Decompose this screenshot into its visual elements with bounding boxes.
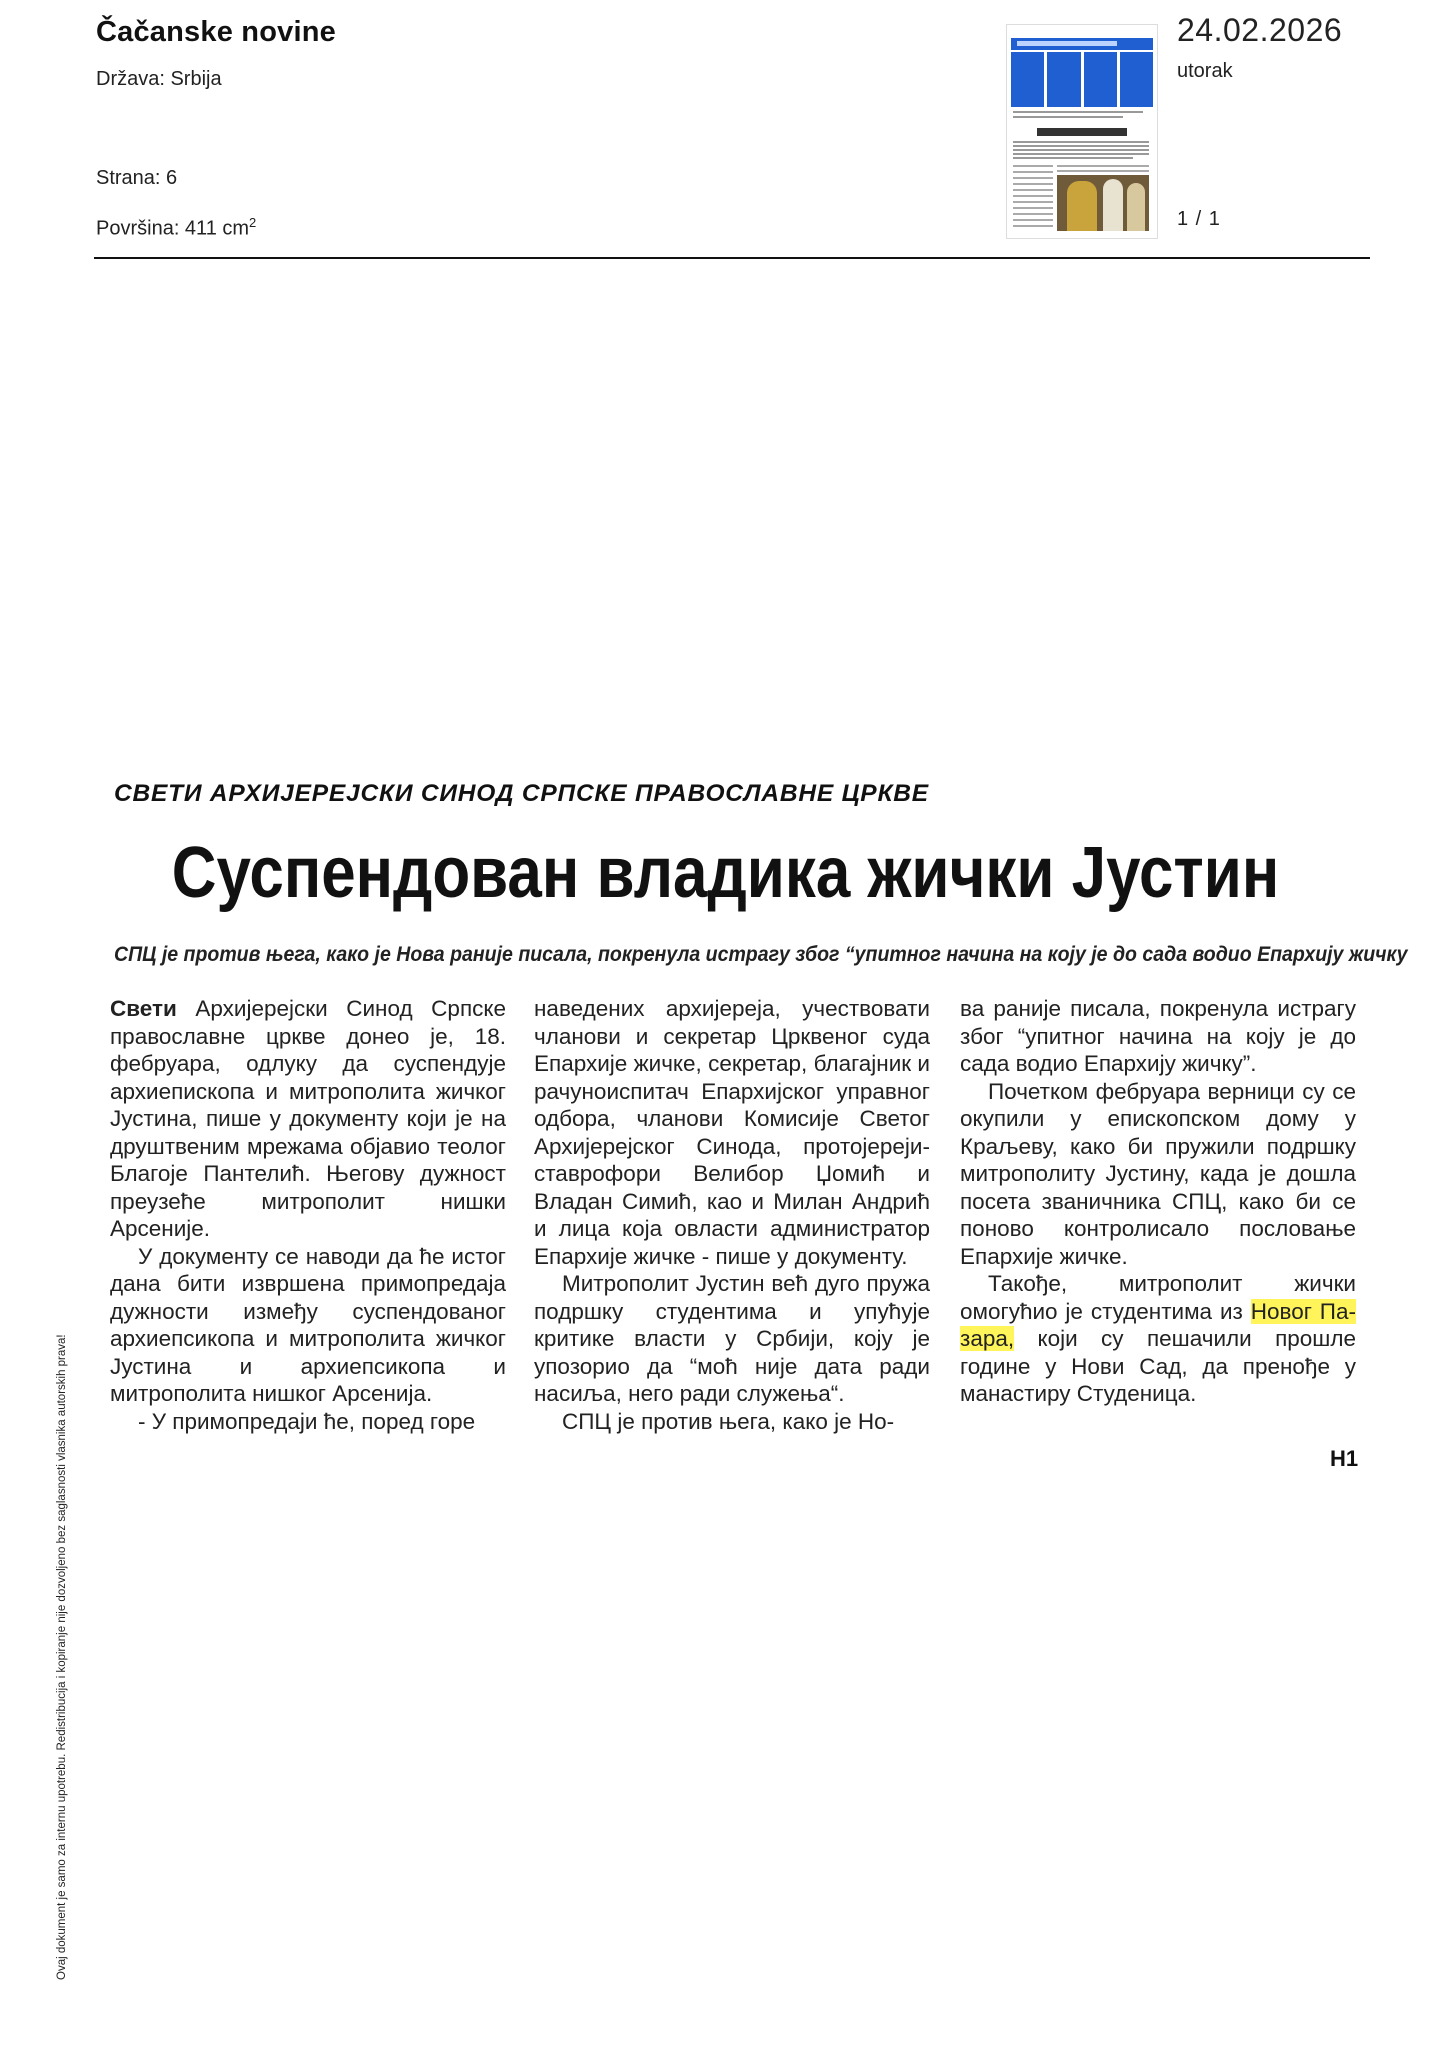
copyright-notice: Ovaj dokument je samo za internu upotrebu. Redistribucija i kopiranje nije dozvoljeno bez saglasnosti vlasnika autorskih prava! — [56, 1334, 68, 1980]
page-thumbnail — [1006, 24, 1158, 239]
publication-name: Čačanske novine — [96, 16, 336, 48]
paragraph: СПЦ је против њега, како је Но- — [562, 1408, 895, 1434]
paragraph — [960, 1270, 1356, 1408]
highlighted-text: Новог Па- — [1250, 1298, 1356, 1324]
page-count: 1 / 1 — [1177, 208, 1221, 230]
page-number: Strana: 6 — [96, 167, 178, 189]
article-headline: Суспендован владика жички Јустин — [171, 833, 1280, 913]
paragraph: наведених архијереја, учествовати чланови и секретар Црквеног суда Епархије жичке, секретар, благајник и рачуноиспитач Епархијског управног одбора, чланови Комисије Светог Архијерејског Синода, протојереји-ставрофори Велибор Џомић и Владан Симић, као и Милан Андрић и лица која овласти администратор Епархије жичке - пише у документу. — [534, 996, 930, 1269]
paragraph: - У примопредаји ће, поред горе — [138, 1408, 476, 1434]
header-divider — [94, 257, 1370, 259]
area-label — [96, 215, 256, 241]
article-subheadline: СПЦ је против њега, како је Нова раније писала, покренула истрагу због “упитног начина на коју је до сада водио Епархију жичку — [114, 943, 1408, 966]
document-header — [0, 0, 1451, 262]
country-label: Država: Srbija — [96, 68, 222, 90]
area-value: Površina: 411 cm — [96, 217, 250, 240]
paragraph: У документу се наводи да ће истог дана бити извршена примопредаја дужности између суспендованог архиепсикопа и митрополита жичког Јустина и архиепсикопа и митрополита нишког Арсенија. — [110, 1243, 506, 1406]
lead-word: Свети — [110, 996, 177, 1021]
issue-weekday: utorak — [1177, 60, 1233, 82]
article-signature: Н1 — [1330, 1446, 1359, 1471]
article-column-3 — [960, 995, 1356, 1408]
article-column-2 — [534, 995, 930, 1435]
article-kicker: СВЕТИ АРХИЈЕРЕЈСКИ СИНОД СРПСКЕ ПРАВОСЛАВНЕ ЦРКВЕ — [114, 780, 929, 807]
paragraph — [110, 995, 506, 1243]
paragraph-text: Архијерејски Синод Српске православне цркве донео је, 18. фебруара, одлуку да суспендује архиепископа и митрополита жичког Јустина, пише у документу који је на друштвеним мрежама објавио теолог Благоје Пантелић. Његову дужност преузеће митрополит нишки Арсеније. — [110, 996, 506, 1241]
article-column-1 — [110, 995, 506, 1435]
area-unit-exponent: 2 — [249, 215, 257, 230]
issue-date: 24.02.2026 — [1177, 12, 1343, 48]
highlighted-text: зара, — [960, 1326, 1015, 1351]
paragraph-text: који су пешачили прошле године у Нови Сад, да пренође у манастиру Студеница. — [960, 1326, 1356, 1406]
paragraph-text: Такође, митрополит жички омогућио је студентима из — [960, 1271, 1356, 1324]
paragraph: Митрополит Јустин већ дуго пружа подршку студентима и упућује критике власти у Србији, коју је упозорио да “моћ није дата ради насиља, него ради служења“. — [534, 1271, 930, 1406]
thumbnail-photo — [1057, 175, 1149, 231]
paragraph: ва раније писала, покренула истрагу због “упитног начина на коју је до сада водио Епархију жичку”. — [960, 996, 1356, 1076]
paragraph: Почетком фебруара верници су се окупили у епископском дому у Краљеву, како би пружили подршку митрополиту Јустину, када је дошла посета званичника СПЦ, како би се поново контролисало пословање Епархије жичке. — [960, 1078, 1356, 1269]
